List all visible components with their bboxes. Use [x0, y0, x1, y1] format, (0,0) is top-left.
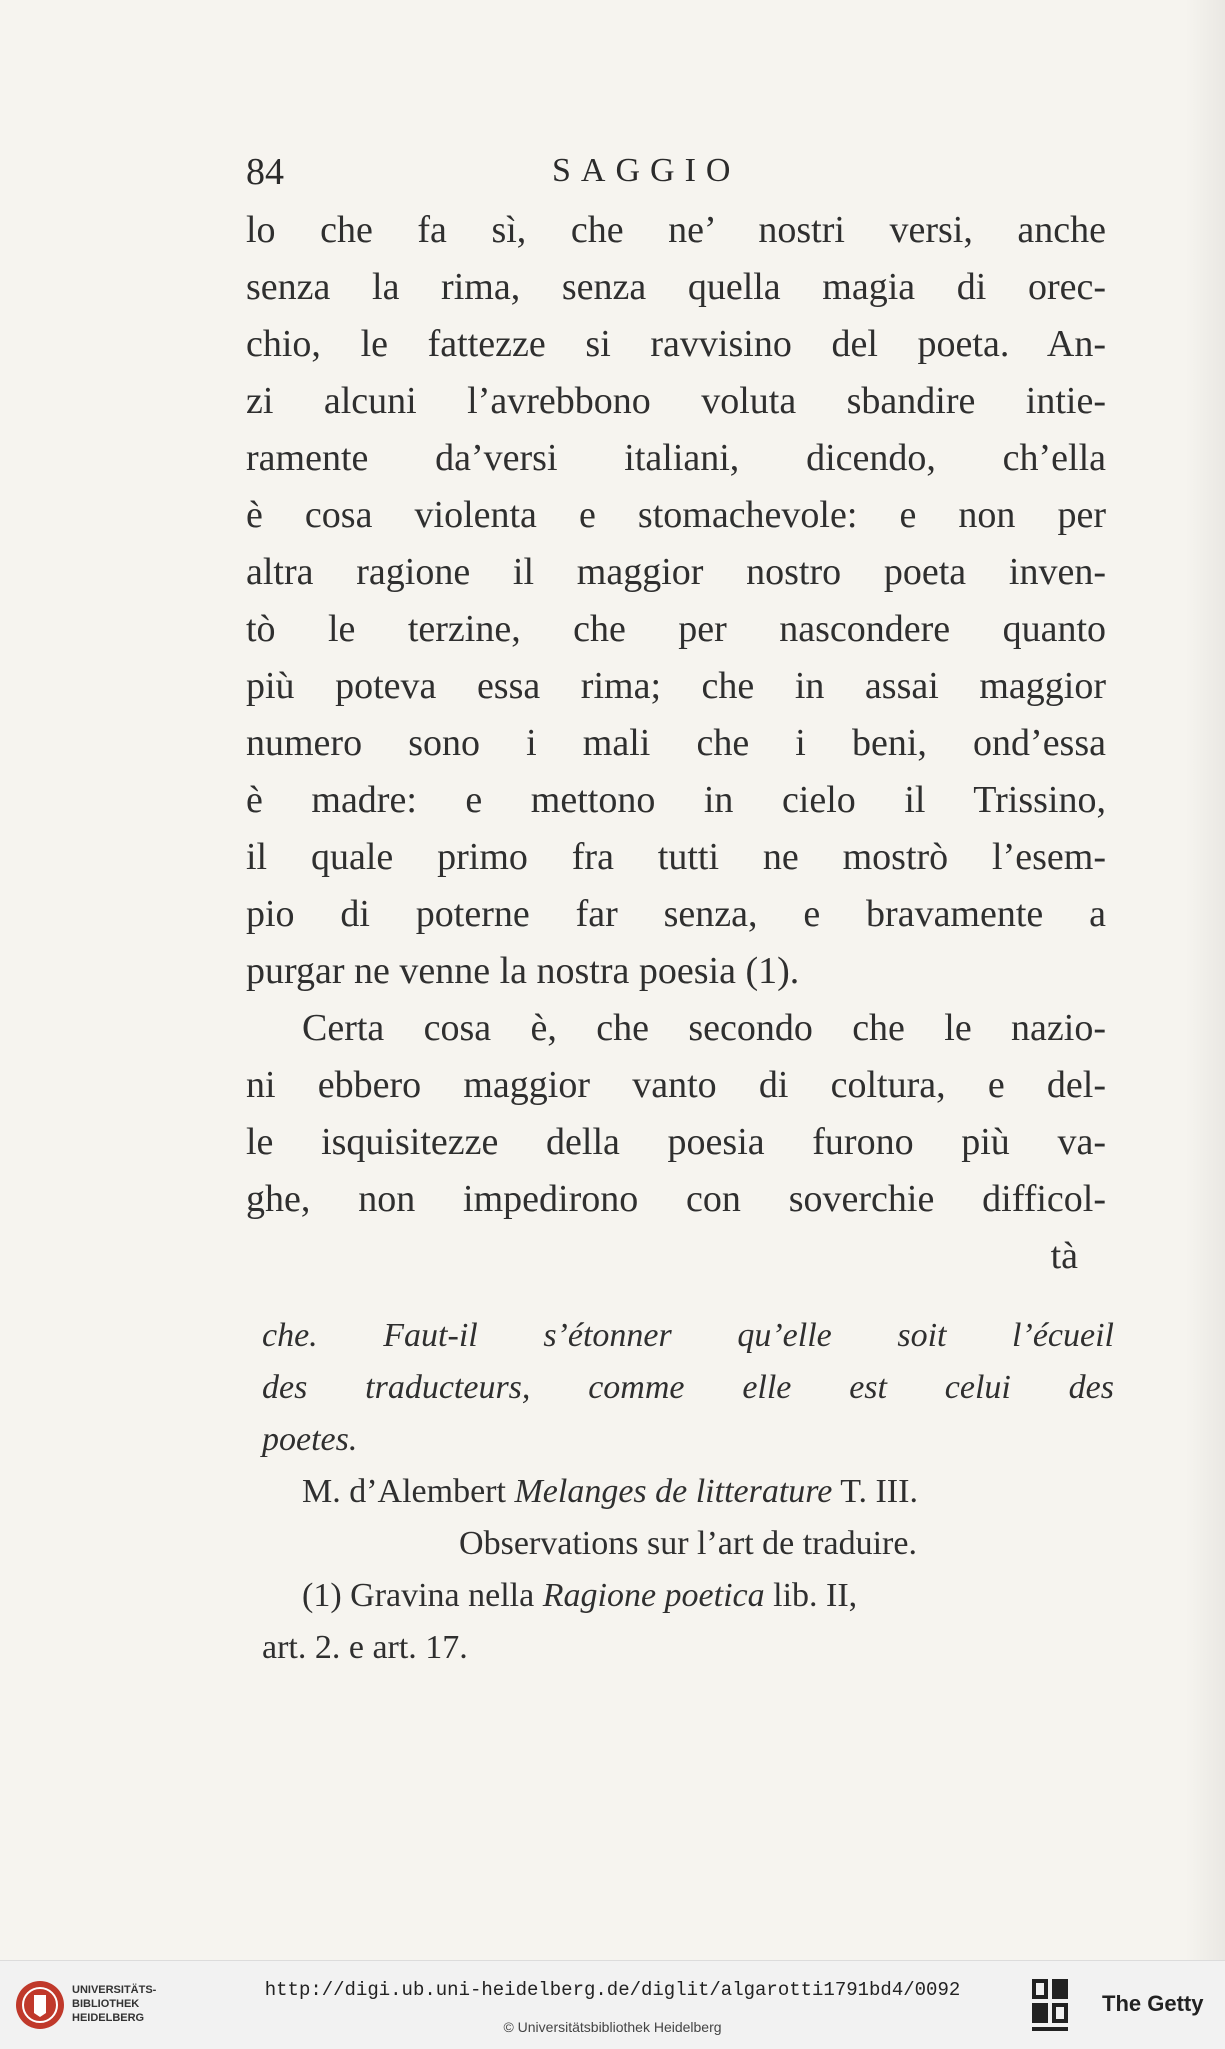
note-line: poetes.: [262, 1421, 358, 1458]
note-line: des traducteurs, comme elle est celui des: [262, 1369, 1114, 1406]
text-line: purgar ne venne la nostra poesia (1).: [246, 950, 800, 992]
text-line: senza la rima, senza quella magia di orec-: [246, 266, 1106, 308]
page-header: [246, 150, 1106, 200]
text-line: più poteva essa rima; che in assai maggior: [246, 665, 1106, 707]
catchword: tà: [1050, 1235, 1078, 1277]
note-citation-author: M. d’Alembert: [302, 1473, 515, 1510]
note-line: Observations sur l’art de traduire.: [459, 1525, 917, 1562]
footnote-work-title: Ragione poetica: [542, 1577, 765, 1614]
text-line: ghe, non impedirono con soverchie difficol-: [246, 1178, 1106, 1220]
library-name-line: UNIVERSITÄTS-: [72, 1984, 157, 1996]
library-name-line: BIBLIOTHEK: [72, 1998, 140, 2010]
text-line: numero sono i mali che i beni, ond’essa: [246, 722, 1106, 764]
text-line: Certa cosa è, che secondo che le nazio-: [302, 1007, 1106, 1049]
getty-logo-icon: [1030, 1977, 1070, 2035]
text-line: chio, le fattezze si ravvisino del poeta. An-: [246, 323, 1106, 365]
viewer-footer: [0, 1960, 1225, 2049]
note-line: [262, 1466, 1114, 1518]
page-gutter-shadow: [1185, 0, 1225, 1960]
note-line: che. Faut-il s’étonner qu’elle soit l’écueil: [262, 1317, 1114, 1354]
footnote-reference: lib. II,: [764, 1577, 858, 1614]
note-citation-title: Melanges de litterature: [514, 1473, 833, 1510]
text-line: le isquisitezze della poesia furono più va-: [246, 1121, 1106, 1163]
footnote-marker-text: (1) Gravina nella: [302, 1577, 543, 1614]
note-line: art. 2. e art. 17.: [262, 1629, 468, 1666]
library-name-line: HEIDELBERG: [72, 2012, 145, 2024]
note-line: [262, 1570, 1114, 1622]
footnotes: [262, 1310, 1114, 1674]
text-line: zi alcuni l’avrebbono voluta sbandire intie-: [246, 380, 1106, 422]
sponsor-name: The Getty: [1102, 1991, 1204, 2016]
text-line: ramente da’versi italiani, dicendo, ch’ella: [246, 437, 1106, 479]
text-line: tò le terzine, che per nascondere quanto: [246, 608, 1106, 650]
permalink-url[interactable]: http://digi.ub.uni-heidelberg.de/diglit/algarotti1791bd4/0092: [264, 1979, 961, 2001]
text-line: è cosa violenta e stomachevole: e non per: [246, 494, 1106, 536]
note-citation-volume: T. III.: [832, 1473, 918, 1510]
text-line: altra ragione il maggior nostro poeta inven-: [246, 551, 1106, 593]
text-line: il quale primo fra tutti ne mostrò l’esem-: [246, 836, 1106, 878]
running-title: SAGGIO: [552, 152, 741, 189]
text-line: è madre: e mettono in cielo il Trissino,: [246, 779, 1106, 821]
main-text: [246, 202, 1106, 1285]
copyright-notice: © Universitätsbibliothek Heidelberg: [503, 2019, 722, 2035]
text-line: pio di poterne far senza, e bravamente a: [246, 893, 1106, 935]
text-line: ni ebbero maggior vanto di coltura, e del-: [246, 1064, 1106, 1106]
page-number: 84: [246, 151, 284, 193]
text-line: lo che fa sì, che ne’ nostri versi, anche: [246, 209, 1106, 251]
